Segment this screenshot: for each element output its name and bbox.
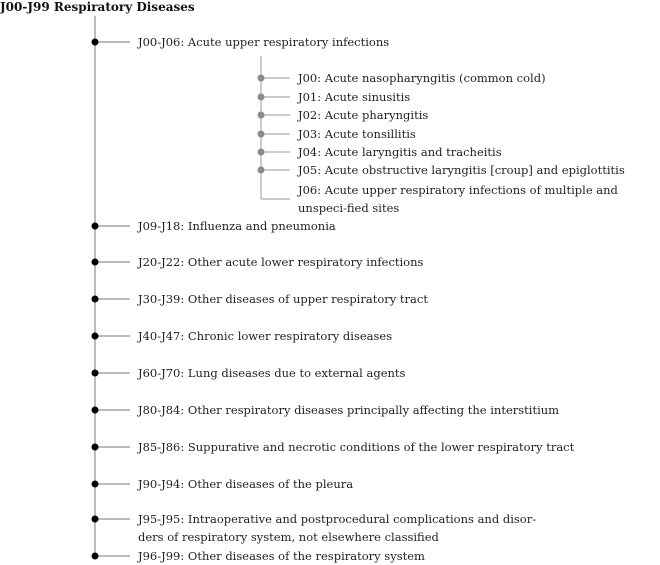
node-dot-j40-j47 (92, 333, 99, 340)
sub-node-dot-2 (258, 112, 265, 119)
node-dot-j20-j22 (92, 259, 99, 266)
node-label-j00-j06: J00-J06: Acute upper respiratory infections (138, 35, 390, 49)
node-dot-j09-j18 (92, 223, 99, 230)
node-dot-j96-j99 (92, 553, 99, 560)
node-label-j80-j84: J80-J84: Other respiratory diseases principally affecting the interstitium (138, 403, 560, 417)
subnode-label-3: J03: Acute tonsillitis (298, 127, 416, 141)
node-label-j90-j94: J90-J94: Other diseases of the pleura (138, 477, 354, 491)
root-title: J00-J99 Respiratory Diseases (0, 0, 195, 14)
node-dot-j90-j94 (92, 481, 99, 488)
subnode-label-2: J02: Acute pharyngitis (298, 108, 429, 122)
sub-node-dot-0 (258, 75, 265, 82)
node-label-j60-j70: J60-J70: Lung diseases due to external agents (138, 366, 406, 380)
subnode-label-5: J05: Acute obstructive laryngitis [croup] and epiglottitis (298, 163, 625, 177)
subnode-label-1: J01: Acute sinusitis (298, 90, 411, 104)
node-dot-j30-j39 (92, 296, 99, 303)
node-label-j30-j39: J30-J39: Other diseases of upper respiratory tract (138, 292, 428, 306)
node-dot-j85-j86 (92, 444, 99, 451)
subnode-label-6: J06: Acute upper respiratory infections of multiple and unspeci-fied sites (298, 183, 618, 215)
node-dot-j95-j95 (92, 516, 99, 523)
subnode-label-0: J00: Acute nasopharyngitis (common cold) (298, 71, 546, 85)
node-dot-j80-j84 (92, 407, 99, 414)
node-dot-j00-j06 (92, 39, 99, 46)
node-label-j85-j86: J85-J86: Suppurative and necrotic conditions of the lower respiratory tract (138, 440, 575, 454)
sub-node-dot-3 (258, 131, 265, 138)
node-label-j40-j47: J40-J47: Chronic lower respiratory diseases (138, 329, 393, 343)
sub-node-dot-4 (258, 149, 265, 156)
sub-node-dot-5 (258, 167, 265, 174)
sub-node-dot-1 (258, 94, 265, 101)
node-label-j96-j99: J96-J99: Other diseases of the respiratory system (138, 549, 425, 563)
node-dot-j60-j70 (92, 370, 99, 377)
node-label-j20-j22: J20-J22: Other acute lower respiratory infections (138, 255, 424, 269)
subnode-label-4: J04: Acute laryngitis and tracheitis (298, 145, 502, 159)
node-label-j09-j18: J09-J18: Influenza and pneumonia (138, 219, 336, 233)
node-label-j95-j95: J95-J95: Intraoperative and postprocedural complications and disor-ders of respiratory system, not elsewhere classified (138, 512, 537, 544)
